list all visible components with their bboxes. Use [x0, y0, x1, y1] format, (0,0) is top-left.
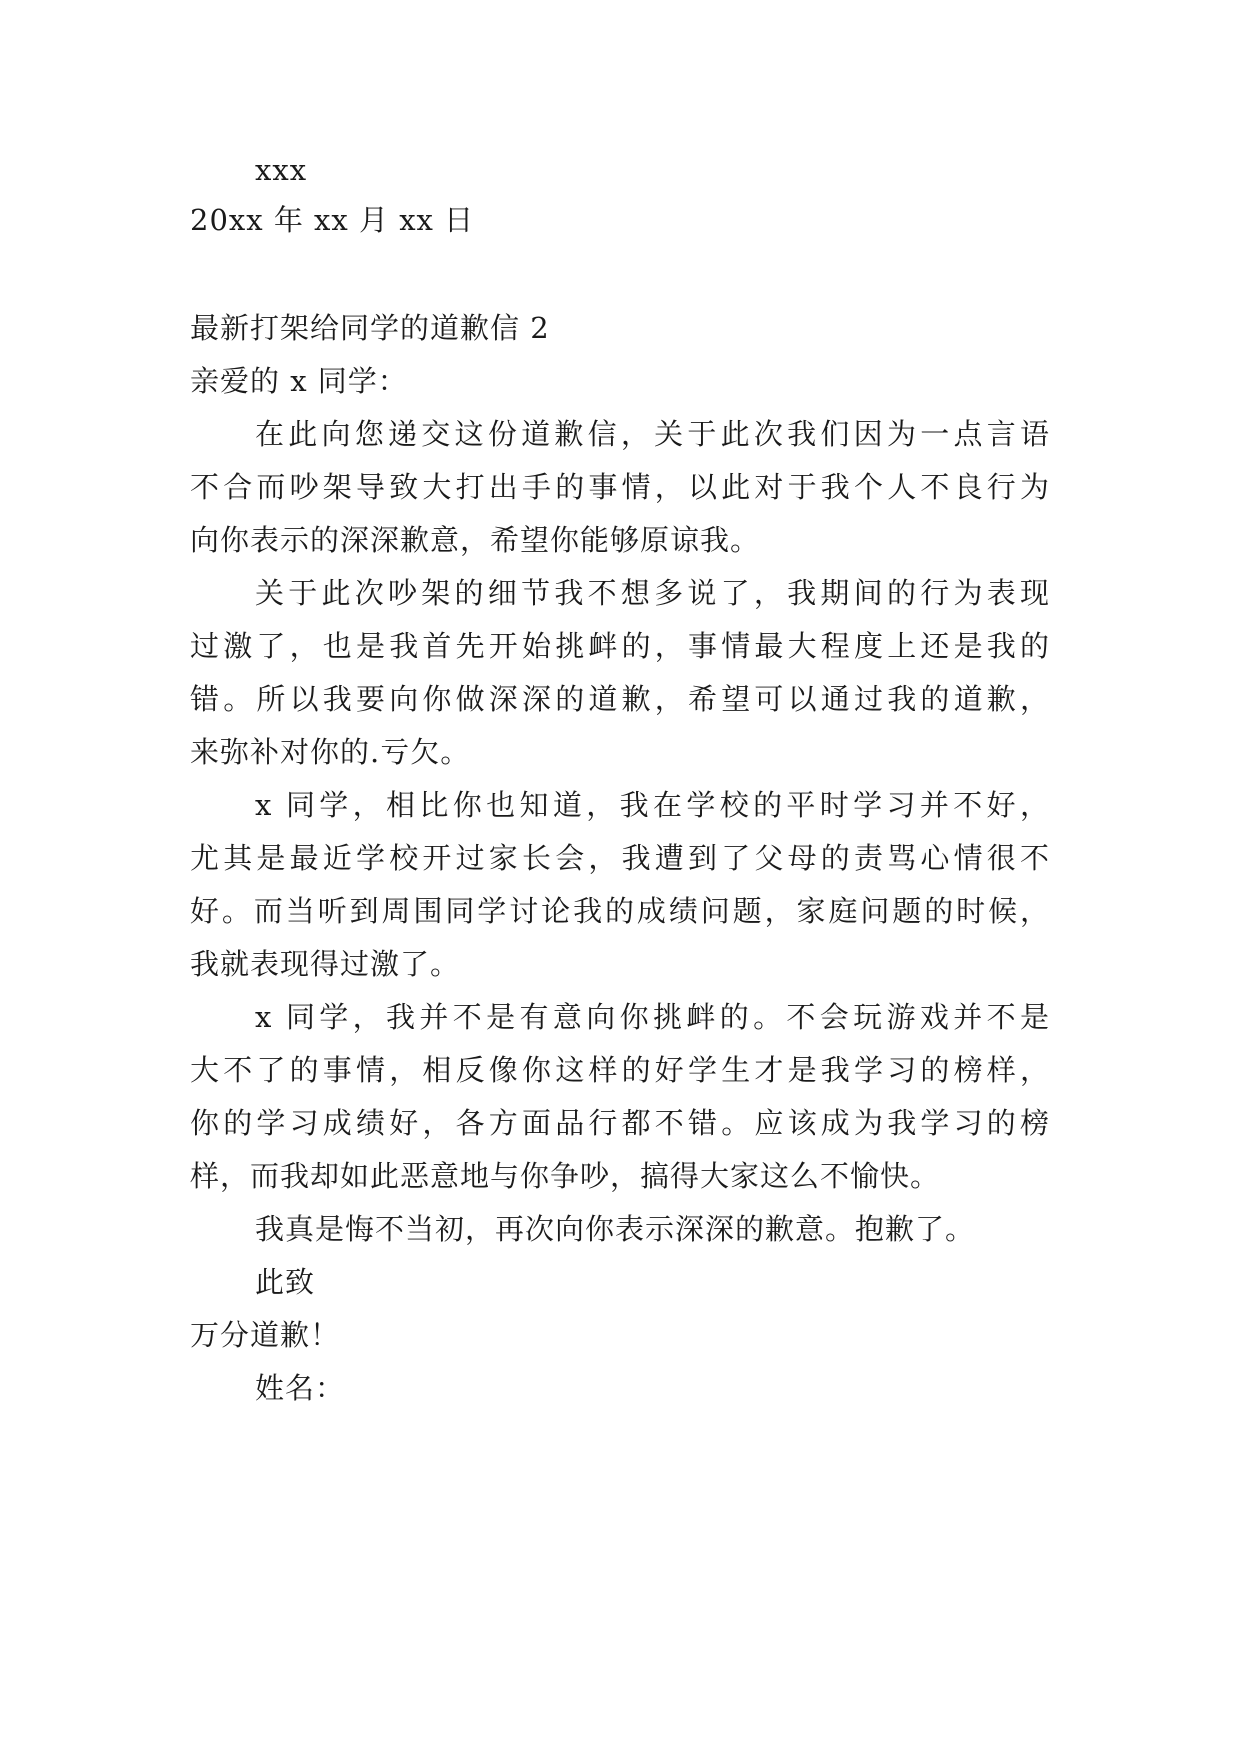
- closing-apology: 万分道歉！: [190, 1318, 341, 1352]
- paragraph-3-line-2: 尤其是最近学校开过家长会，我遭到了父母的责骂心情很不: [190, 841, 1050, 875]
- paragraph-2-line-3: 错。所以我要向你做深深的道歉，希望可以通过我的道歉，: [190, 682, 1050, 716]
- paragraph-4-line-1: x 同学，我并不是有意向你挑衅的。不会玩游戏并不是: [255, 1000, 1050, 1034]
- paragraph-3-line-3: 好。而当听到周围同学讨论我的成绩问题，家庭问题的时候，: [190, 894, 1050, 928]
- paragraph-4-line-2: 大不了的事情，相反像你这样的好学生才是我学习的榜样，: [190, 1053, 1050, 1087]
- paragraph-4-line-3: 你的学习成绩好，各方面品行都不错。应该成为我学习的榜: [190, 1106, 1050, 1140]
- paragraph-3-line-1: x 同学，相比你也知道，我在学校的平时学习并不好，: [255, 788, 1050, 822]
- signature-label: 姓名：: [255, 1371, 346, 1405]
- paragraph-2-line-1: 关于此次吵架的细节我不想多说了，我期间的行为表现: [255, 576, 1050, 610]
- paragraph-2-line-4: 来弥补对你的.亏欠。: [190, 735, 471, 769]
- paragraph-4-line-4: 样，而我却如此恶意地与你争吵，搞得大家这么不愉快。: [190, 1159, 941, 1193]
- letter-title: 最新打架给同学的道歉信 2: [190, 311, 550, 345]
- paragraph-1-line-3: 向你表示的深深歉意，希望你能够原谅我。: [190, 523, 761, 557]
- paragraph-1-line-1: 在此向您递交这份道歉信，关于此次我们因为一点言语: [255, 417, 1050, 451]
- letter-salutation: 亲爱的 x 同学：: [190, 364, 408, 398]
- paragraph-3-line-4: 我就表现得过激了。: [190, 947, 461, 981]
- previous-letter-signer: xxx: [255, 153, 308, 187]
- closing-cizhi: 此致: [255, 1265, 316, 1299]
- previous-letter-date: 20xx 年 xx 月 xx 日: [190, 203, 475, 237]
- paragraph-1-line-2: 不合而吵架导致大打出手的事情，以此对于我个人不良行为: [190, 470, 1050, 504]
- paragraph-2-line-2: 过激了，也是我首先开始挑衅的，事情最大程度上还是我的: [190, 629, 1050, 663]
- paragraph-5-line-1: 我真是悔不当初，再次向你表示深深的歉意。抱歉了。: [255, 1212, 976, 1246]
